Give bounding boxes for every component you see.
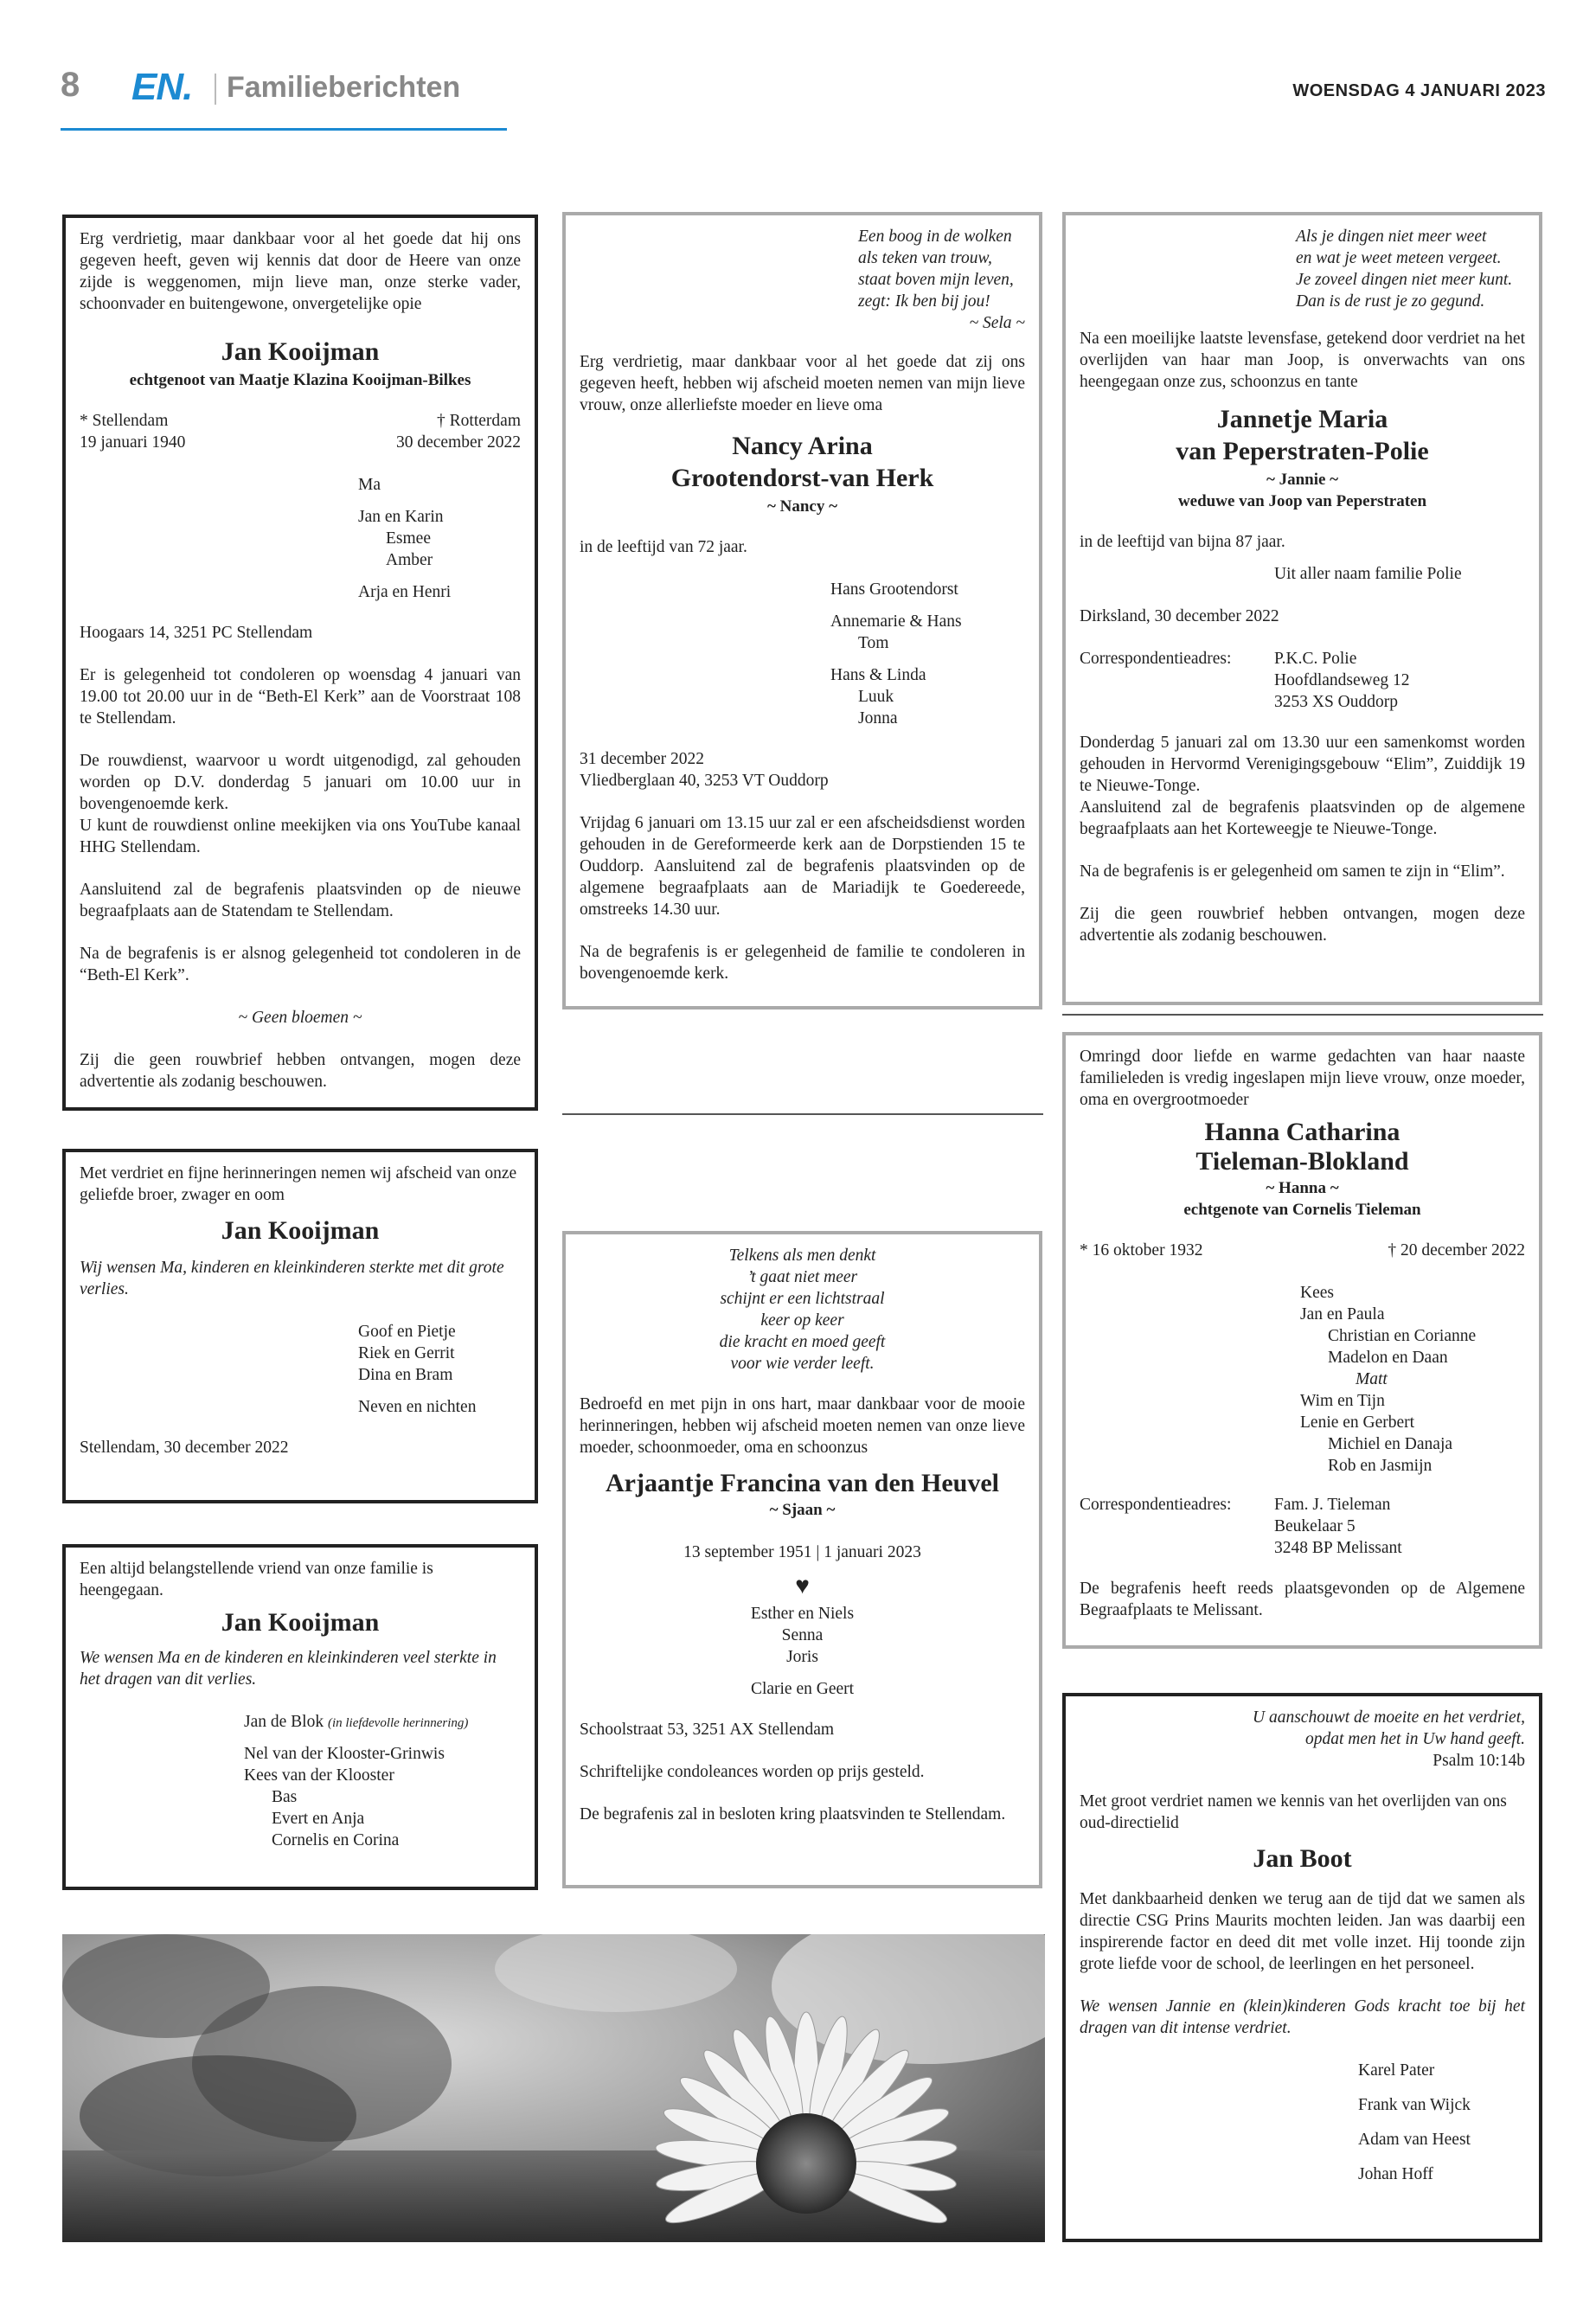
- family-member: Evert en Anja: [272, 1810, 365, 1828]
- signer: Adam van Heest: [1358, 2131, 1471, 2149]
- family-member: Kees: [1300, 1284, 1334, 1302]
- intro: Een altijd belangstellende vriend van onze familie is heengegaan.: [80, 1560, 433, 1599]
- address: Vliedberglaan 40, 3253 VT Ouddorp: [580, 772, 829, 790]
- family-member: Jan en Paula: [1300, 1305, 1385, 1324]
- family-member: Rob en Jasmijn: [1328, 1457, 1433, 1475]
- address-line: Hoofdlandseweg 12: [1274, 671, 1410, 689]
- deceased-name: Jan Kooijman: [221, 1216, 380, 1245]
- family-member: Tom: [858, 634, 889, 652]
- poem-line: schijnt er een lichtstraal: [720, 1290, 885, 1308]
- family-member: Cornelis en Corina: [272, 1831, 400, 1849]
- family-member: Annemarie & Hans: [830, 612, 962, 631]
- obituary-jan-kooijman-siblings: [62, 1149, 538, 1503]
- poem-line: voor wie verder leeft.: [730, 1355, 875, 1373]
- family-member: Esther en Niels: [750, 1605, 855, 1623]
- intro: Omringd door liefde en warme gedachten van haar naaste familieleden is vredig ingeslapen mijn lieve vrouw, onze moeder, oma en overgrootmoeder: [1080, 1048, 1525, 1109]
- family-list: [1300, 1282, 1525, 1477]
- signers-list: [1358, 2060, 1525, 2185]
- family-member: Dina en Bram: [358, 1366, 453, 1384]
- intro: Met verdriet en fijne herinneringen nemen wij afscheid van onze geliefde broer, zwager en oom: [80, 1164, 517, 1204]
- deceased-name-first: Nancy Arina: [732, 432, 873, 460]
- family-member: Jonna: [858, 709, 898, 727]
- poem-line: Je zoveel dingen niet meer kunt.: [1296, 271, 1513, 289]
- deceased-name-last: Tieleman-Blokland: [1195, 1147, 1409, 1176]
- nickname: ~ Sjaan ~: [769, 1501, 836, 1519]
- poem: [1296, 226, 1525, 312]
- memory-note: (in liefdevolle herinnering): [327, 1716, 469, 1730]
- deceased-name-first: Hanna Catharina: [1204, 1118, 1401, 1146]
- burial-info: De begrafenis zal in besloten kring plaatsvinden te Stellendam.: [580, 1805, 1006, 1823]
- wish: We wensen Jannie en (klein)kinderen Gods kracht toe bij het dragen van dit intense verdriet.: [1080, 1997, 1525, 2037]
- poem-line: Een boog in de wolken: [858, 228, 1012, 246]
- bible-verse: Psalm 10:14b: [1433, 1752, 1525, 1770]
- correspondence-label: Correspondentieadres:: [1080, 1496, 1232, 1514]
- obituary-jan-kooijman-friends: [62, 1544, 538, 1890]
- family-member: Hans & Linda: [830, 666, 926, 684]
- family-member: Senna: [781, 1626, 824, 1644]
- family-member: Michiel en Danaja: [1328, 1435, 1453, 1453]
- column-divider: [1062, 1014, 1543, 1016]
- address-line: Beukelaar 5: [1274, 1517, 1356, 1535]
- spouse-line: echtgenote van Cornelis Tieleman: [1183, 1201, 1421, 1219]
- deceased-name-last: Grootendorst-van Herk: [670, 464, 934, 492]
- family-member: Neven en nichten: [358, 1398, 477, 1416]
- family-member: Wim en Tijn: [1300, 1392, 1385, 1410]
- poem-line: als teken van trouw,: [858, 249, 992, 267]
- wish: We wensen Ma en de kinderen en kleinkinderen veel sterkte in het dragen van dit verlies.: [80, 1649, 497, 1689]
- wish: Wij wensen Ma, kinderen en kleinkinderen sterkte met dit grote verlies.: [80, 1259, 504, 1298]
- obituary-jannie-van-peperstraten: [1062, 212, 1542, 1005]
- poem-line: ’t gaat niet meer: [747, 1268, 858, 1286]
- page-number: 8: [61, 66, 80, 104]
- address: Schoolstraat 53, 3251 AX Stellendam: [580, 1721, 835, 1739]
- service-info: De rouwdienst, waarvoor u wordt uitgenodigd, zal gehouden worden op D.V. donderdag 5 januari om 10.00 uur in bovengenoemde kerk.: [80, 752, 521, 813]
- spouse-line: echtgenoot van Maatje Klazina Kooijman-Bilkes: [129, 371, 471, 389]
- closing: Zij die geen rouwbrief hebben ontvangen, mogen deze advertentie als zodanig beschouwen.: [80, 1051, 521, 1091]
- poem: [1080, 1707, 1525, 1750]
- family-member: Bas: [272, 1788, 298, 1806]
- deceased-name-first: Jannetje Maria: [1216, 405, 1388, 433]
- poem-line: staat boven mijn leven,: [858, 271, 1014, 289]
- obituary-nancy-grootendorst: [562, 212, 1042, 1009]
- intro: Erg verdrietig, maar dankbaar voor al het goede dat hij ons gegeven heeft, geven wij kennis dat door de Heere van onze zijde is weggenomen, mijn lieve man, onze sterke vader, schoonvader en buitengewone, onvergetelijke opie: [80, 230, 521, 313]
- age: in de leeftijd van bijna 87 jaar.: [1080, 533, 1285, 551]
- poem-line: zegt: Ik ben bij jou!: [858, 292, 990, 311]
- deceased-name: Jan Kooijman: [221, 1608, 380, 1637]
- family-member: Jan en Karin: [358, 508, 444, 526]
- family-list: [830, 579, 1025, 729]
- address-line: 3253 XS Ouddorp: [1274, 693, 1399, 711]
- condolence-note: Schriftelijke condoleances worden op prijs gesteld.: [580, 1763, 925, 1781]
- family-member: Jan de Blok: [244, 1713, 324, 1731]
- family-member: Matt: [1356, 1370, 1388, 1388]
- newspaper-logo: EN.: [131, 66, 193, 108]
- birth-place: * Stellendam: [80, 412, 169, 430]
- poem-source: ~ Sela ~: [969, 314, 1025, 332]
- daisy-image: [62, 1934, 1045, 2242]
- family-member: Clarie en Geert: [750, 1680, 855, 1698]
- poem-line: Telkens als men denkt: [728, 1247, 876, 1265]
- address: Hoogaars 14, 3251 PC Stellendam: [80, 624, 313, 642]
- deceased-name-last: van Peperstraten-Polie: [1176, 437, 1429, 465]
- age: in de leeftijd van 72 jaar.: [580, 538, 747, 556]
- burial-info: Aansluitend zal de begrafenis plaatsvinden op de nieuwe begraafplaats aan de Statendam te Stellendam.: [80, 881, 521, 920]
- after-burial: Na de begrafenis is er gelegenheid om samen te zijn in “Elim”.: [1080, 862, 1505, 881]
- signer: Frank van Wijck: [1358, 2096, 1471, 2114]
- condolence-info: Er is gelegenheid tot condoleren op woensdag 4 januari van 19.00 tot 20.00 uur in de “Beth-El Kerk” aan de Voorstraat 108 te Stellendam.: [80, 666, 521, 727]
- obituary-sjaan-van-den-heuvel: [562, 1231, 1042, 1888]
- obituary-hanna-tieleman: [1062, 1032, 1542, 1649]
- family-member: Arja en Henri: [358, 583, 452, 601]
- column-divider: [562, 1113, 1043, 1115]
- correspondence-address: [1080, 1494, 1525, 1559]
- death-date: 30 december 2022: [395, 433, 521, 452]
- poem-line: keer op keer: [760, 1311, 844, 1330]
- address-line: Fam. J. Tieleman: [1274, 1496, 1391, 1514]
- family-list: [580, 1603, 1025, 1700]
- birth-date: 19 januari 1940: [80, 433, 186, 452]
- family-list: [358, 474, 521, 603]
- section-title: Familieberichten: [227, 71, 461, 104]
- death-date: † 20 december 2022: [1388, 1241, 1525, 1259]
- signer: Karel Pater: [1358, 2061, 1435, 2080]
- family-member: Christian en Corianne: [1328, 1327, 1477, 1345]
- address-line: P.K.C. Polie: [1274, 650, 1357, 668]
- family-member: Joris: [786, 1648, 818, 1666]
- family-member: Madelon en Daan: [1328, 1349, 1448, 1367]
- widow-line: weduwe van Joop van Peperstraten: [1177, 492, 1427, 510]
- issue-date: WOENSDAG 4 JANUARI 2023: [1292, 81, 1546, 100]
- family-member: Goof en Pietje: [358, 1323, 456, 1341]
- poem-line: U aanschouwt de moeite en het verdriet,: [1253, 1708, 1525, 1727]
- family-list: [244, 1711, 521, 1851]
- after-burial: Na de begrafenis is er gelegenheid de familie te condoleren in bovengenoemde kerk.: [580, 943, 1025, 983]
- poem-line: die kracht en moed geeft: [719, 1333, 886, 1351]
- daisy-photo: [62, 1934, 1045, 2242]
- family-member: Ma: [358, 476, 381, 494]
- correspondence-label: Correspondentieadres:: [1080, 650, 1232, 668]
- nickname: ~ Nancy ~: [767, 497, 837, 516]
- death-place: † Rotterdam: [437, 412, 521, 430]
- family-member: Kees van der Klooster: [244, 1766, 394, 1785]
- intro: Erg verdrietig, maar dankbaar voor al het goede dat zij ons gegeven heeft, hebben wij afscheid moeten nemen van mijn lieve vrouw, onze allerliefste moeder en lieve oma: [580, 353, 1025, 414]
- place-date: Dirksland, 30 december 2022: [1080, 607, 1279, 625]
- signer: Johan Hoff: [1358, 2165, 1433, 2183]
- deceased-name: Arjaantje Francina van den Heuvel: [606, 1469, 999, 1497]
- family-member: Riek en Gerrit: [358, 1344, 455, 1362]
- deceased-name: Jan Boot: [1253, 1844, 1352, 1873]
- intro: Met groot verdriet namen we kennis van het overlijden van ons oud-directielid: [1080, 1792, 1507, 1832]
- poem-line: Als je dingen niet meer weet: [1296, 228, 1487, 246]
- family-member: Lenie en Gerbert: [1300, 1413, 1415, 1432]
- poem: [580, 1245, 1025, 1375]
- deceased-name: Jan Kooijman: [221, 337, 380, 366]
- correspondence-address: [1080, 648, 1525, 713]
- family-member: Amber: [386, 551, 433, 569]
- no-flowers: ~ Geen bloemen ~: [238, 1009, 362, 1027]
- place-date: Stellendam, 30 december 2022: [80, 1439, 289, 1457]
- death-date: 31 december 2022: [580, 750, 705, 768]
- poem: [858, 226, 1025, 334]
- closing: Zij die geen rouwbrief hebben ontvangen, mogen deze advertentie als zodanig beschouwen.: [1080, 905, 1525, 945]
- service-info: Vrijdag 6 januari om 13.15 uur zal er een afscheidsdienst worden gehouden in de Gereformeerde kerk aan de Dorpstienden 15 te Ouddorp. Aansluitend zal de begrafenis plaatsvinden op de algemene begraafplaats aan de Mariadijk te Goedereede, omstreeks 14.30 uur.: [580, 814, 1025, 919]
- family-list: [358, 1321, 521, 1418]
- burial-info: Aansluitend zal de begrafenis plaatsvinden op de algemene begraafplaats aan het Korteweegje te Nieuwe-Tonge.: [1080, 798, 1525, 838]
- family-member: Luuk: [858, 688, 894, 706]
- address-line: 3248 BP Melissant: [1274, 1539, 1402, 1557]
- heart-icon: ♥: [795, 1573, 810, 1599]
- poem-line: opdat men het in Uw hand geeft.: [1304, 1730, 1525, 1748]
- header-divider: [215, 74, 216, 105]
- signed: Uit aller naam familie Polie: [1274, 565, 1462, 583]
- intro: Na een moeilijke laatste levensfase, getekend door verdriet na het overlijden van haar man Joop, is onverwachts van ons heengegaan onze zus, schoonzus en tante: [1080, 330, 1525, 391]
- youtube-info: U kunt de rouwdienst online meekijken via ons YouTube kanaal HHG Stellendam.: [80, 817, 521, 856]
- birth-date: * 16 oktober 1932: [1080, 1241, 1203, 1259]
- life-dates: 13 september 1951 | 1 januari 2023: [683, 1543, 921, 1561]
- intro: Bedroefd en met pijn in ons hart, maar dankbaar voor de mooie herinneringen, hebben wij afscheid moeten nemen van onze lieve moeder, schoonmoeder, oma en schoonzus: [580, 1395, 1025, 1457]
- nickname: ~ Hanna ~: [1266, 1179, 1339, 1197]
- family-member: Hans Grootendorst: [830, 580, 958, 599]
- family-member: Esmee: [386, 529, 431, 548]
- body-text: Met dankbaarheid denken we terug aan de tijd dat we samen als directie CSG Prins Maurits mochten leiden. Jan was daarbij een inspirerende factor en deed dit met volle inzet. Hij toonde zijn grote liefde voor de school, de leerlingen en het personeel.: [1080, 1890, 1525, 1973]
- poem-line: en wat je weet meteen vergeet.: [1296, 249, 1502, 267]
- obituary-jan-kooijman-family: [62, 215, 538, 1111]
- header-underline: [61, 128, 507, 131]
- closing: De begrafenis heeft reeds plaatsgevonden op de Algemene Begraafplaats te Melissant.: [1080, 1580, 1525, 1619]
- poem-line: Dan is de rust je zo gegund.: [1296, 292, 1485, 311]
- obituary-jan-boot: [1062, 1693, 1542, 2242]
- service-info: Donderdag 5 januari zal om 13.30 uur een samenkomst worden gehouden in Hervormd Verenigingsgebouw “Elim”, Zuiddijk 19 te Nieuwe-Tonge.: [1080, 734, 1525, 795]
- after-burial: Na de begrafenis is er alsnog gelegenheid tot condoleren in de “Beth-El Kerk”.: [80, 945, 521, 984]
- nickname: ~ Jannie ~: [1266, 471, 1339, 489]
- family-member: Nel van der Klooster-Grinwis: [244, 1745, 445, 1763]
